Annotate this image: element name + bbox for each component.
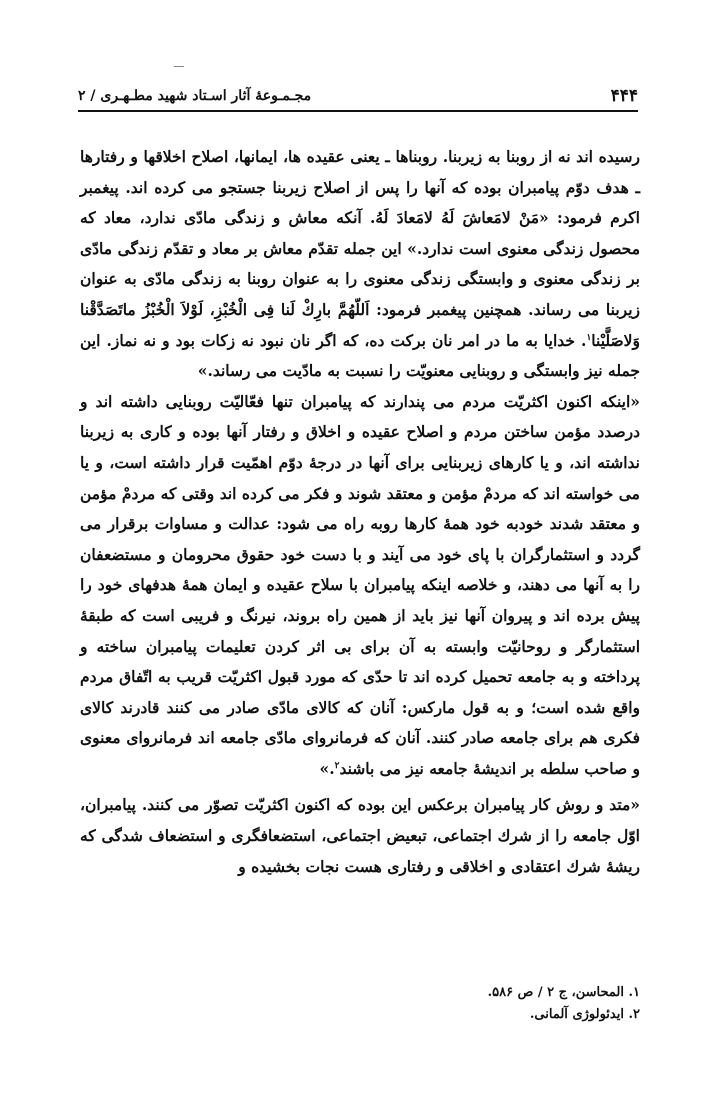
paragraph-1-tail: . خدايا به ما در امر نان بركت ده، كه اگر نان نبود نه زكات بود و نه نماز. اين جمله نيز وابستگى و روبنايى معنويّت را نسبت به مادّيت مى رساند.» bbox=[80, 330, 640, 381]
paragraph-2 bbox=[80, 387, 640, 785]
book-title: مجـمـوعهٔ آثار اسـتاد شهيد مطـهـری / ۲ bbox=[78, 88, 312, 104]
footnote-1: ۱. المحاسن، ج ۲ / ص ۵۸۶. bbox=[487, 985, 640, 1000]
paragraph-2-text: «اينكه اكنون اكثريّت مردم مى پندارند كه پيامبران تنها فعّاليّت روبنايى داشته اند و درصدد مؤمن ساختن مردم و اصلاح عقيده و اخلاق و رفتار آنها بوده و كارى به زيربنا نداشته اند، و يا كارهاى زيربنايى براى آنها در درجهٔ دوّم اهمّيت قرار داشته است، و يا مى خواسته اند كه مردمْ مؤمن و معتقد شوند و فكر مى كرده اند وقتى كه مردمْ مؤمن و معتقد شدند خودبه خود همهٔ كارها روبه راه مى شود: عدالت و مساوات برقرار مى گردد و استثمارگران با پاى خود مى آيند و با دست خود حقوق محرومان و مستضعفان را به آنها مى دهند، و خلاصه اينكه پيامبران با سلاح عقيده و ايمان همهٔ هدفهاى خود را پيش برده اند و پيروان آنها نيز بايد از همين راه بروند، نيرنگ و فريبى است كه طبقهٔ استثمارگر و روحانيّت وابسته به آن براى بى اثر كردن تعليمات پيامبران ساخته و پرداخته و به جامعه تحميل كرده اند تا حدّى كه مورد قبول اكثريّت قريب به اتّفاق مردم واقع شده است؛ و به قول ماركس: آنان كه كالاى مادّى صادر مى كنند قادرند كالاى فكرى هم براى جامعه صادر كنند. آنان كه فرمانرواى مادّى جامعه اند فرمانرواى معنوى و صاحب سلطه بر انديشهٔ جامعه نيز مى باشند bbox=[80, 391, 640, 778]
footnotes bbox=[80, 982, 640, 1026]
footnote-ref-1[interactable]: ۱ bbox=[586, 332, 592, 343]
header-rule bbox=[78, 110, 638, 112]
paragraph-1 bbox=[80, 142, 640, 387]
paragraph-1-text: رسيده اند نه از روبنا به زيربنا. روبناها ـ يعنى عقيده ها، ايمانها، اصلاح اخلاقها و رفتارها ـ هدف دوّم پيامبران بوده كه آنها را پس از اصلاح زيربنا جستجو مى كرده اند. پيغمبر اكرم فرمود: «مَنْ لامَعاشَ لَهُ لامَعادَ لَهُ. آنكه معاش و زندگى مادّى ندارد، معاد كه محصول زندگى معنوى است ندارد.» اين جمله تقدّم معاش بر معاد و تقدّم زندگى مادّى بر زندگى معنوى و وابستگى زندگى معنوى را به عنوان روبنا به زندگى مادّى به عنوان زيربنا مى رساند. همچنين پيغمبر فرمود: اَللّهُمَّ بارِكْ لَنا فِى الْخُبْزِ، لَوْلاَ الْخُبْزُ ماتَصَدَّقْنا وَلاصَلَّيْنا bbox=[80, 147, 640, 350]
stray-mark bbox=[174, 66, 184, 67]
paragraph-2-tail: .» bbox=[319, 758, 335, 778]
footnote-ref-2[interactable]: ۲ bbox=[334, 760, 340, 771]
footnote-2: ۲. ايدئولوژى آلمانى. bbox=[529, 1007, 640, 1022]
body-text bbox=[80, 142, 640, 882]
paragraph-3: «متد و روش كار پيامبران برعكس اين بوده كه اكنون اكثريّت تصوّر مى كنند. پيامبران، اوّل جامعه را از شرك اجتماعى، تبعيض اجتماعى، استضعافگرى و استضعاف شدگى كه ريشهٔ شرك اعتقادى و اخلاقى و رفتارى هست نجات بخشيده و bbox=[80, 795, 640, 876]
page-number: ۴۴۴ bbox=[610, 86, 638, 106]
running-header bbox=[78, 86, 638, 112]
